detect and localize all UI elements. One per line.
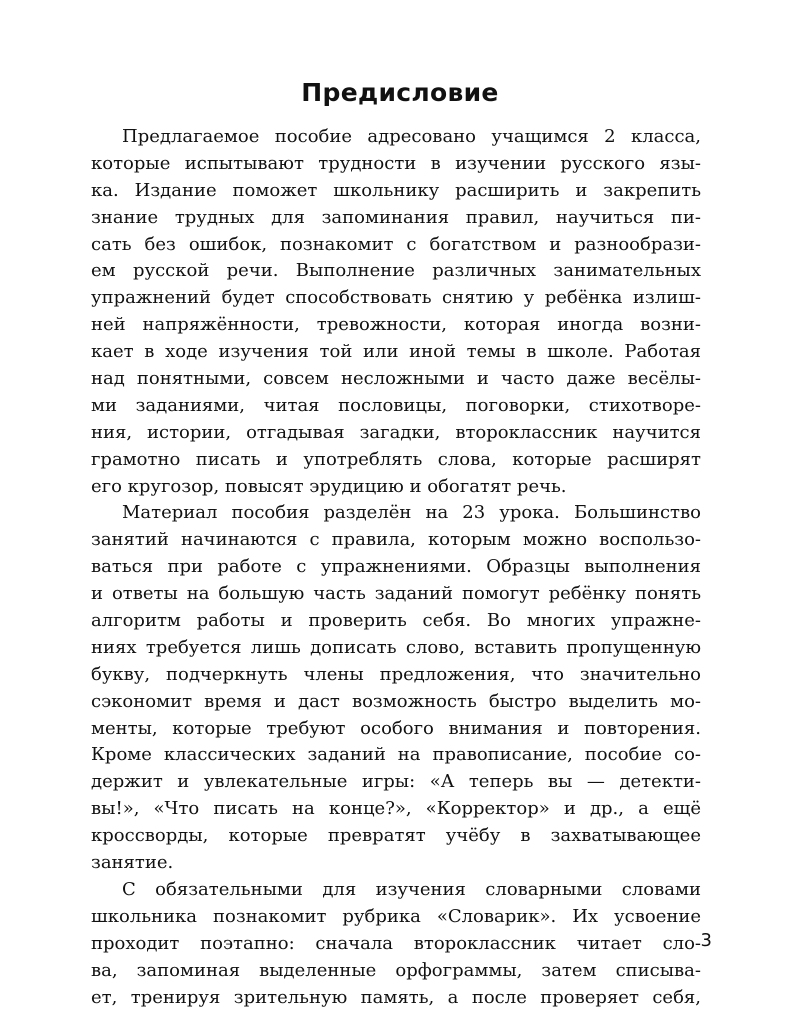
text-line: кает в ходе изучения той или иной темы в школе. Работая (91, 339, 701, 366)
text-line: Кроме классических заданий на правописание, пособие со- (91, 742, 701, 769)
text-line: грамотно писать и употреблять слова, которые расширят (91, 447, 701, 474)
text-line: ниях требуется лишь дописать слово, вставить пропущенную (91, 635, 701, 662)
text-line: менты, которые требуют особого внимания и повторения. (91, 716, 701, 743)
text-line: ва, запоминая выделенные орфограммы, затем списыва- (91, 958, 701, 985)
text-line: Материал пособия разделён на 23 урока. Большинство (91, 500, 701, 527)
text-line: проходит поэтапно: сначала второклассник читает сло- (91, 931, 701, 958)
page-title: Предисловие (0, 78, 800, 107)
text-line: Предлагаемое пособие адресовано учащимся 2 класса, (91, 124, 701, 151)
text-line: ка. Издание поможет школьнику расширить и закрепить (91, 178, 701, 205)
text-line: С обязательными для изучения словарными словами (91, 877, 701, 904)
text-line: ния, истории, отгадывая загадки, второклассник научится (91, 420, 701, 447)
text-line: упражнений будет способствовать снятию у ребёнка излиш- (91, 285, 701, 312)
text-line: школьника познакомит рубрика «Словарик». Их усвоение (91, 904, 701, 931)
text-line: букву, подчеркнуть члены предложения, что значительно (91, 662, 701, 689)
text-line: ней напряжённости, тревожности, которая иногда возни- (91, 312, 701, 339)
page-number: 3 (701, 930, 712, 951)
text-line: сэкономит время и даст возможность быстро выделить мо- (91, 689, 701, 716)
text-line: держит и увлекательные игры: «А теперь вы — детекти- (91, 769, 701, 796)
text-line: вы!», «Что писать на конце?», «Корректор» и др., а ещё (91, 796, 701, 823)
text-line: ем русской речи. Выполнение различных занимательных (91, 258, 701, 285)
text-line: над понятными, совсем несложными и часто даже весёлы- (91, 366, 701, 393)
text-line: сать без ошибок, познакомит с богатством и разнообрази- (91, 232, 701, 259)
page-body (91, 124, 701, 1011)
text-line: ми заданиями, читая пословицы, поговорки, стихотворе- (91, 393, 701, 420)
text-line: занятие. (91, 850, 701, 877)
text-line: которые испытывают трудности в изучении русского язы- (91, 151, 701, 178)
text-line: кроссворды, которые превратят учёбу в захватывающее (91, 823, 701, 850)
text-line: занятий начинаются с правила, которым можно воспользо- (91, 527, 701, 554)
text-line: знание трудных для запоминания правил, научиться пи- (91, 205, 701, 232)
text-line: и ответы на большую часть заданий помогут ребёнку понять (91, 581, 701, 608)
text-line: ет, тренируя зрительную память, а после проверяет себя, (91, 985, 701, 1011)
text-line: ваться при работе с упражнениями. Образцы выполнения (91, 554, 701, 581)
text-line: алгоритм работы и проверить себя. Во многих упражне- (91, 608, 701, 635)
text-line: его кругозор, повысят эрудицию и обогатят речь. (91, 474, 701, 501)
